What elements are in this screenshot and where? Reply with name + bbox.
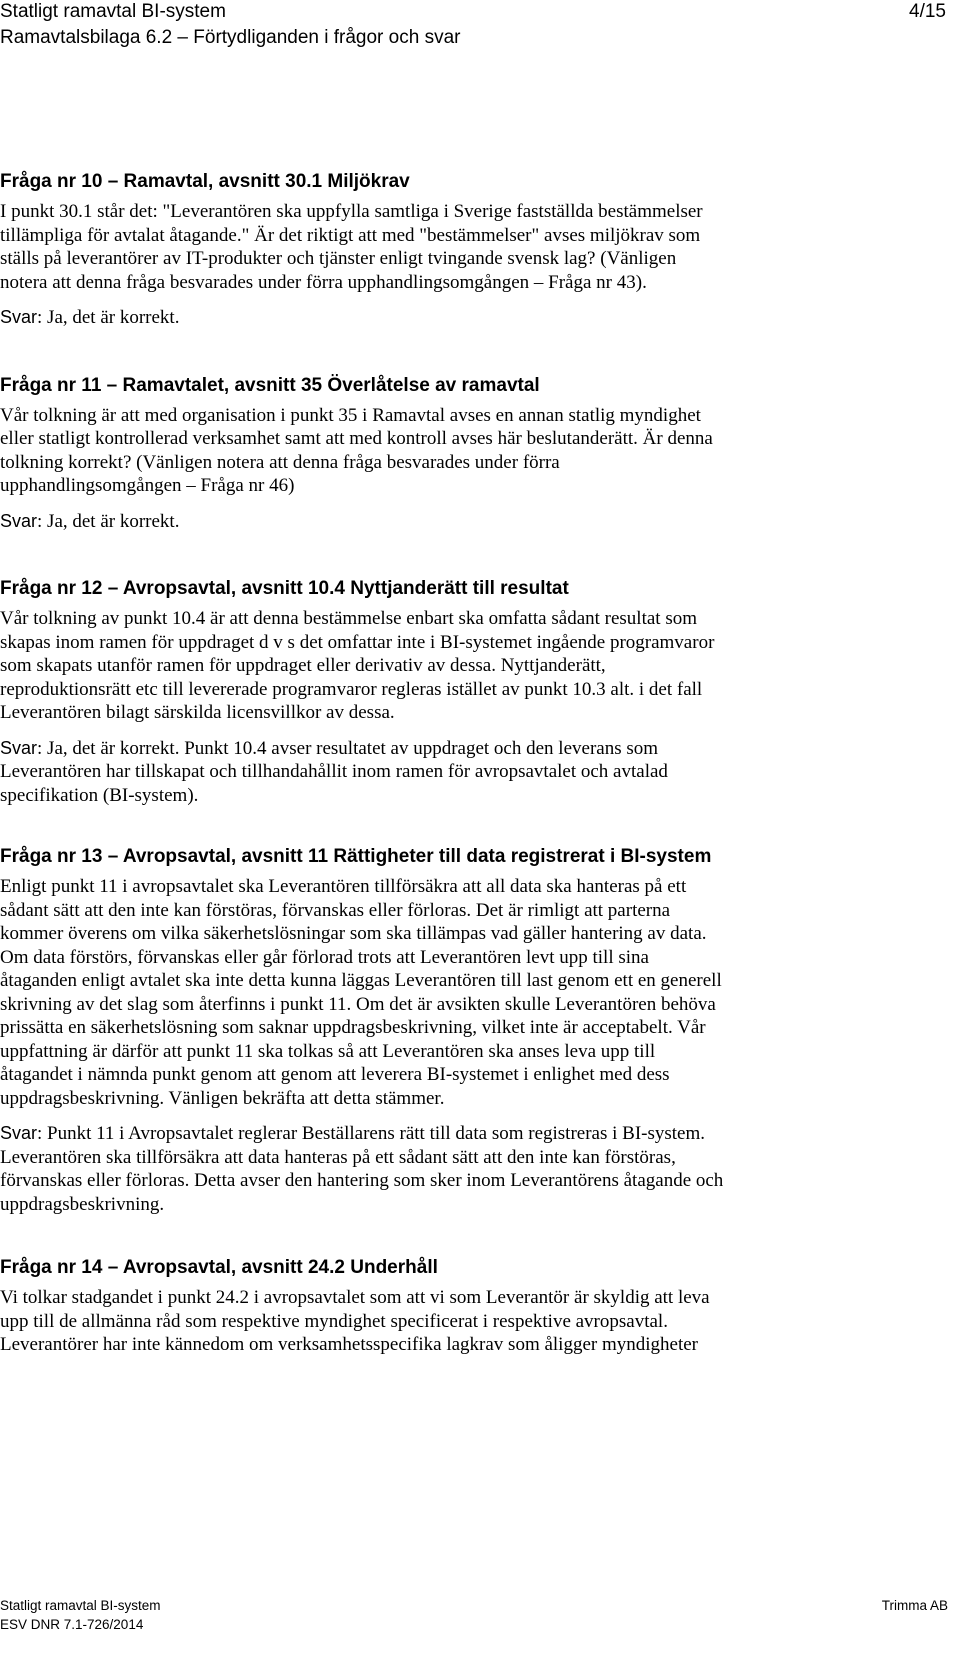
answer-label: Svar xyxy=(0,737,38,758)
question-body-line: åtagandet i nämnda punkt genom att genom att leverera BI-systemet i enlighet med dess xyxy=(0,1064,670,1085)
header-subtitle: Ramavtalsbilaga 6.2 – Förtydliganden i frågor och svar xyxy=(0,27,461,48)
answer-label: Svar xyxy=(0,1123,38,1143)
question-body-line: sådant sätt att den inte kan förstöras, förvanskas eller förloras. Det är rimligt att parterna xyxy=(0,899,671,921)
page-header xyxy=(0,0,946,24)
answer-line: förvanskas eller förloras. Detta avser den hantering som sker inom Leverantörens åtagande och xyxy=(0,1170,724,1191)
question-body xyxy=(0,404,800,498)
question-body-line: Om data förstörs, förvanskas eller går förlorad trots att Leverantören levt upp till sina xyxy=(0,946,649,968)
answer xyxy=(0,306,800,330)
footer-doc-number: ESV DNR 7.1-726/2014 xyxy=(0,1617,144,1632)
answer-text: : Ja, det är korrekt. Punkt 10.4 avser resultatet av uppdraget och den leverans som xyxy=(37,737,659,759)
question-section xyxy=(0,577,800,807)
answer-text: : Ja, det är korrekt. xyxy=(37,307,180,328)
question-body-line: uppfattning är därför att punkt 11 ska tolkas så att Leverantören ska anses leva upp till xyxy=(0,1040,656,1062)
question-body-line: Vår tolkning är att med organisation i punkt 35 i Ramavtal avses en annan statlig myndighet xyxy=(0,404,701,426)
question-title: Fråga nr 10 – Ramavtal, avsnitt 30.1 Miljökrav xyxy=(0,171,410,192)
footer-system-title: Statligt ramavtal BI-system xyxy=(0,1598,161,1613)
question-body-line: uppdragsbeskrivning. Vänligen bekräfta att detta stämmer. xyxy=(0,1087,445,1109)
question-body-line: reproduktionsrätt etc till levererade programvaror regleras istället av punkt 10.3 alt. i det fall xyxy=(0,678,703,700)
question-body xyxy=(0,200,800,294)
question-section xyxy=(0,845,800,1216)
question-body-line: Vår tolkning av punkt 10.4 är att denna bestämmelse enbart ska omfatta sådant resultat som xyxy=(0,608,697,629)
question-body-line: prissätta en säkerhetslösning som saknar uppdragsbeskrivning, vilket inte är acceptabelt. Vår xyxy=(0,1017,706,1038)
answer-line xyxy=(0,1122,800,1146)
question-title: Fråga nr 11 – Ramavtalet, avsnitt 35 Överlåtelse av ramavtal xyxy=(0,374,540,396)
question-body-line: tolkning korrekt? (Vänligen notera att denna fråga besvarades under förra xyxy=(0,451,560,473)
question-section xyxy=(0,374,800,534)
answer-text: : Punkt 11 i Avropsavtalet reglerar Beställarens rätt till data som registreras i BI-system. xyxy=(37,1123,706,1144)
answer-label: Svar xyxy=(0,307,38,327)
question-title: Fråga nr 14 – Avropsavtal, avsnitt 24.2 Underhåll xyxy=(0,1257,438,1278)
question-body xyxy=(0,607,800,725)
answer-line xyxy=(0,737,800,761)
question-body-line: Vi tolkar stadgandet i punkt 24.2 i avropsavtalet som att vi som Leverantör är skyldig att leva xyxy=(0,1287,710,1308)
question-body-line: I punkt 30.1 står det: "Leverantören ska uppfylla samtliga i Sverige fastställda bestämmelser xyxy=(0,201,703,222)
question-body-line: kommer överens om vilka säkerhetslösningar som ska tillämpas vad gäller hantering av data. xyxy=(0,923,707,944)
question-body-line: skrivning av det slag som återfinns i punkt 11. Om det är avsikten skulle Leverantören behöva xyxy=(0,993,716,1015)
question-section xyxy=(0,1256,800,1357)
question-body xyxy=(0,875,800,1110)
question-body-line: ställs på leverantörer av IT-produkter och tjänster enligt tvingande svensk lag? (Vänligen xyxy=(0,248,677,269)
question-body-line: eller statligt kontrollerad verksamhet samt att med kontroll avses här beslutanderätt. Är denna xyxy=(0,428,713,449)
question-body-line: skapas inom ramen för uppdraget d v s det omfattar inte i BI-systemet ingående programvaror xyxy=(0,631,715,653)
header-page-number: 4/15 xyxy=(909,1,946,22)
question-body-line: åtaganden enligt avtalet ska inte detta kunna läggas Leverantören till last genom ett en generell xyxy=(0,970,722,991)
answer xyxy=(0,737,800,808)
answer-line: Leverantören ska tillförsäkra att data hanteras på ett sådant sätt att den inte kan förstöras, xyxy=(0,1146,676,1168)
question-body-line: Leverantörer har inte kännedom om verksamhetsspecifika lagkrav som åligger myndigheter xyxy=(0,1334,698,1355)
question-title: Fråga nr 12 – Avropsavtal, avsnitt 10.4 Nyttjanderätt till resultat xyxy=(0,578,569,599)
page-footer xyxy=(0,1598,948,1614)
question-body-line: upp till de allmänna råd som respektive myndighet specificerat i respektive avropsavtal. xyxy=(0,1310,668,1332)
answer-line xyxy=(0,510,800,534)
footer-company: Trimma AB xyxy=(881,1598,948,1613)
answer-text: : Ja, det är korrekt. xyxy=(37,510,180,532)
question-body-line: Enligt punkt 11 i avropsavtalet ska Leverantören tillförsäkra att all data ska hanteras på ett xyxy=(0,876,687,897)
answer-label: Svar xyxy=(0,510,38,531)
qa-content xyxy=(0,170,800,1357)
question-body xyxy=(0,1286,800,1357)
question-body-line: tillämpliga för avtalat åtagande." Är det riktigt att med "bestämmelser" avses miljökrav som xyxy=(0,224,701,246)
answer-line xyxy=(0,306,800,330)
question-body-line: som skapats utanför ramen för uppdraget eller derivativ av dessa. Nyttjanderätt, xyxy=(0,655,606,676)
question-body-line: Leverantören bilagt särskilda licensvillkor av dessa. xyxy=(0,702,395,723)
question-body-line: upphandlingsomgången – Fråga nr 46) xyxy=(0,475,295,496)
question-title: Fråga nr 13 – Avropsavtal, avsnitt 11 Rättigheter till data registrerat i BI-system xyxy=(0,846,712,867)
answer xyxy=(0,1122,800,1216)
header-system-title: Statligt ramavtal BI-system xyxy=(0,1,226,22)
question-section xyxy=(0,170,800,330)
answer-line: Leverantören har tillskapat och tillhandahållit inom ramen för avropsavtalet och avtalad xyxy=(0,761,668,782)
answer-line: specifikation (BI-system). xyxy=(0,784,199,806)
question-body-line: notera att denna fråga besvarades under förra upphandlingsomgången – Fråga nr 43). xyxy=(0,271,647,293)
answer xyxy=(0,510,800,534)
answer-line: uppdragsbeskrivning. xyxy=(0,1193,165,1215)
